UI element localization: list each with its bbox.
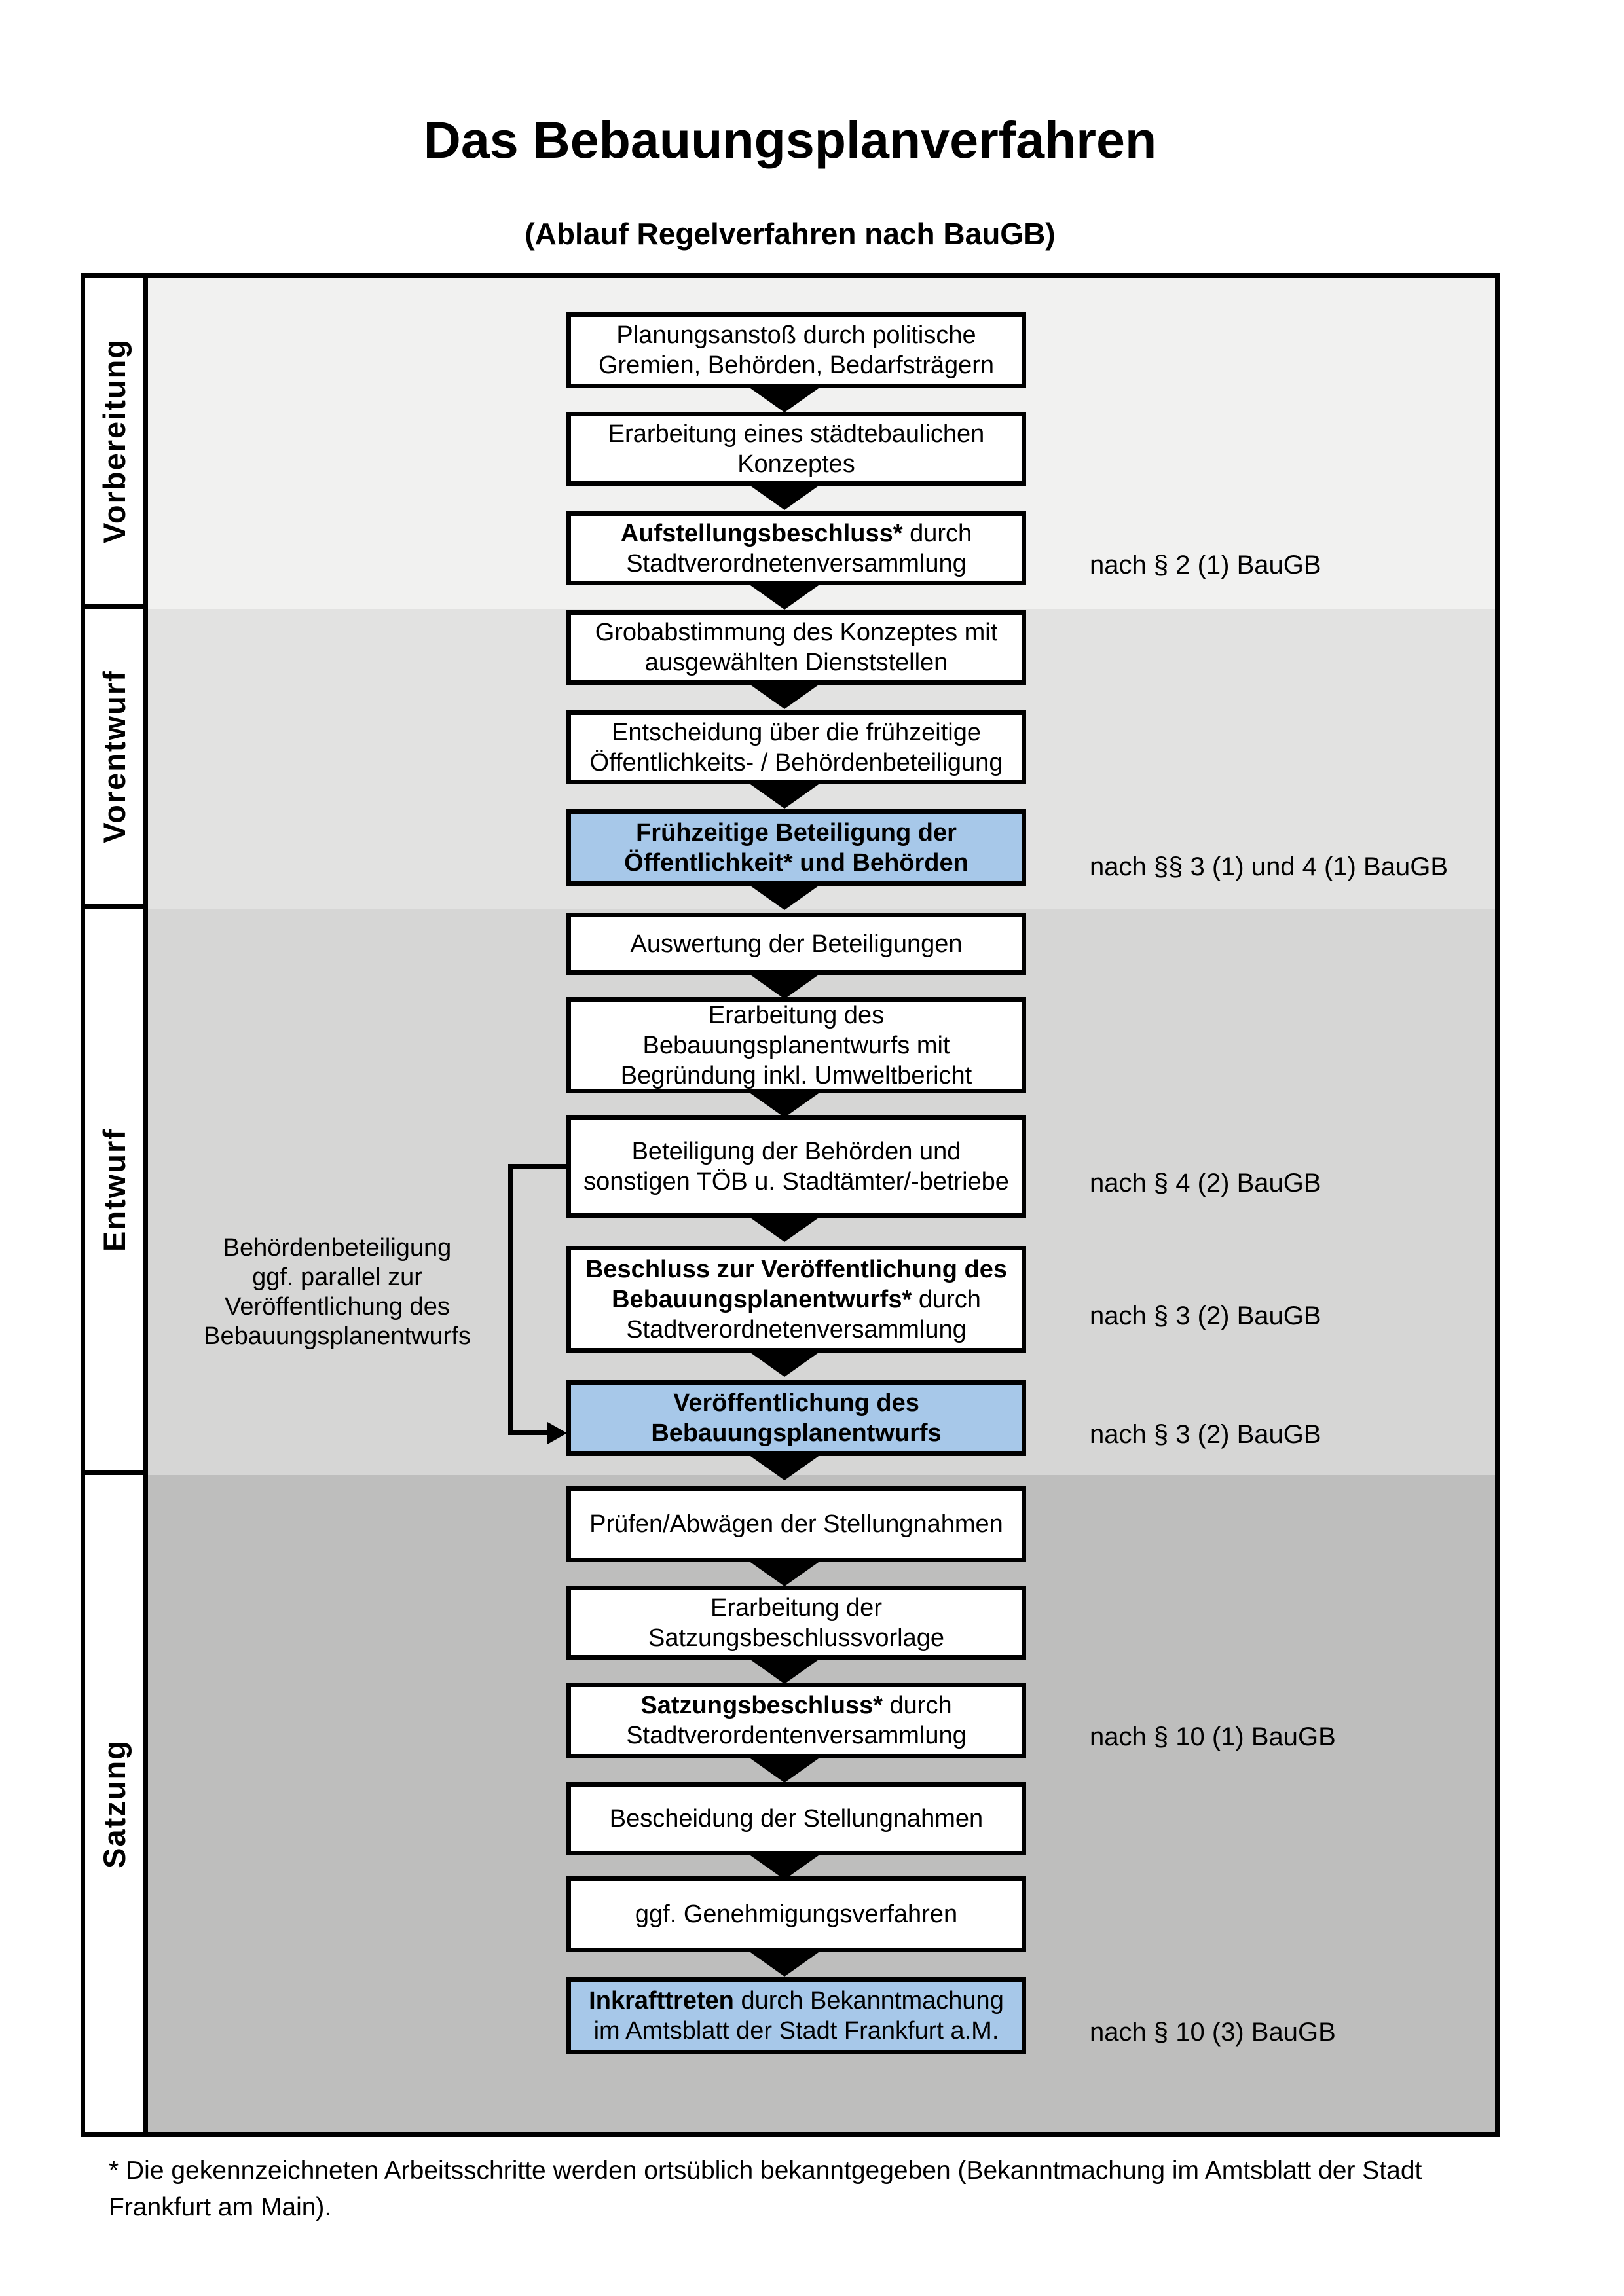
- arrow-down-icon: [744, 970, 825, 999]
- flow-box-inkrafttreten: Inkrafttreten durch Bekanntmachung im Amtsblatt der Stadt Frankfurt a.M.: [566, 1977, 1026, 2054]
- footnote: * Die gekennzeichneten Arbeitsschritte werden ortsüblich bekanntgegeben (Bekanntmachung im Amtsblatt der Stadt Frankfurt am Main).: [109, 2157, 1422, 2221]
- arrow-down-icon: [744, 1558, 825, 1586]
- flow-box-aufstellungsbeschluss: Aufstellungsbeschluss* durch Stadtverordnetenversammlung: [566, 511, 1026, 585]
- phase-cell-vorentwurf: [81, 604, 148, 909]
- arrow-down-icon: [744, 1655, 825, 1684]
- law-reference: nach § 2 (1) BauGB: [1090, 551, 1321, 579]
- flow-box-auswertung: Auswertung der Beteiligungen: [566, 913, 1026, 975]
- page-title: Das Bebauungsplanverfahren: [423, 111, 1157, 169]
- phase-cell-entwurf: [81, 904, 148, 1475]
- connector-arrow-right-icon: [547, 1422, 567, 1444]
- phase-label-satzung: Satzung: [97, 1739, 132, 1868]
- connector-line-top: [508, 1164, 566, 1169]
- arrow-down-icon: [744, 680, 825, 709]
- flow-box-beteiligung-behoerden: Beteiligung der Behörden und sonstigen TÖB u. Stadtämter/-betriebe: [566, 1115, 1026, 1218]
- arrow-down-icon: [744, 1089, 825, 1118]
- flow-box-pruefen-abwaegen: Prüfen/Abwägen der Stellungnahmen: [566, 1486, 1026, 1562]
- arrow-down-icon: [744, 1851, 825, 1880]
- flow-box-beschluss-veroeffentlichung: Beschluss zur Veröffentlichung des Bebauungsplanentwurfs* durch Stadtverordnetenversammlung: [566, 1246, 1026, 1353]
- flow-box-fruehzeitige-beteiligung: Frühzeitige Beteiligung der Öffentlichkeit* und Behörden: [566, 809, 1026, 886]
- arrow-down-icon: [744, 1754, 825, 1783]
- law-reference: nach § 3 (2) BauGB: [1090, 1420, 1321, 1449]
- connector-line-vertical: [508, 1164, 513, 1433]
- law-reference: nach § 10 (3) BauGB: [1090, 2018, 1336, 2047]
- arrow-down-icon: [744, 384, 825, 412]
- phase-cell-satzung: [81, 1470, 148, 2137]
- arrow-down-icon: [744, 1213, 825, 1242]
- arrow-down-icon: [744, 1348, 825, 1377]
- phase-label-entwurf: Entwurf: [97, 1127, 132, 1252]
- flow-box-erarbeitung-entwurf: Erarbeitung des Bebauungsplanentwurfs mit Begründung inkl. Umweltbericht: [566, 997, 1026, 1093]
- arrow-down-icon: [744, 581, 825, 610]
- flow-box-konzept: Erarbeitung eines städtebaulichen Konzeptes: [566, 412, 1026, 486]
- phase-label-vorbereitung: Vorbereitung: [97, 338, 132, 543]
- flow-box-entscheidung: Entscheidung über die frühzeitige Öffentlichkeits- / Behördenbeteiligung: [566, 710, 1026, 784]
- arrow-down-icon: [744, 1948, 825, 1977]
- arrow-down-icon: [744, 1451, 825, 1480]
- law-reference: nach §§ 3 (1) und 4 (1) BauGB: [1090, 852, 1448, 881]
- arrow-down-icon: [744, 481, 825, 510]
- page-subtitle: (Ablauf Regelverfahren nach BauGB): [525, 217, 1056, 251]
- connector-line-bottom: [508, 1430, 549, 1435]
- arrow-down-icon: [744, 780, 825, 809]
- phase-label-vorentwurf: Vorentwurf: [97, 670, 132, 843]
- arrow-down-icon: [744, 881, 825, 910]
- flow-box-bescheidung: Bescheidung der Stellungnahmen: [566, 1782, 1026, 1855]
- side-note-behoerdenbeteiligung: Behördenbeteiligung ggf. parallel zur Veröffentlichung des Bebauungsplanentwurfs: [204, 1234, 471, 1350]
- flow-box-genehmigungsverfahren: ggf. Genehmigungsverfahren: [566, 1876, 1026, 1952]
- law-reference: nach § 10 (1) BauGB: [1090, 1722, 1336, 1751]
- phase-cell-vorbereitung: [81, 273, 148, 609]
- flow-box-grobabstimmung: Grobabstimmung des Konzeptes mit ausgewählten Dienststellen: [566, 610, 1026, 685]
- flow-box-veroeffentlichung: Veröffentlichung des Bebauungsplanentwurfs: [566, 1380, 1026, 1456]
- flow-box-satzungsbeschluss: Satzungsbeschluss* durch Stadtverordentenversammlung: [566, 1683, 1026, 1758]
- flow-box-satzungsbeschlussvorlage: Erarbeitung der Satzungsbeschlussvorlage: [566, 1586, 1026, 1660]
- law-reference: nach § 3 (2) BauGB: [1090, 1302, 1321, 1330]
- flow-box-planungsanstoss: Planungsanstoß durch politische Gremien, Behörden, Bedarfsträgern: [566, 312, 1026, 388]
- law-reference: nach § 4 (2) BauGB: [1090, 1169, 1321, 1197]
